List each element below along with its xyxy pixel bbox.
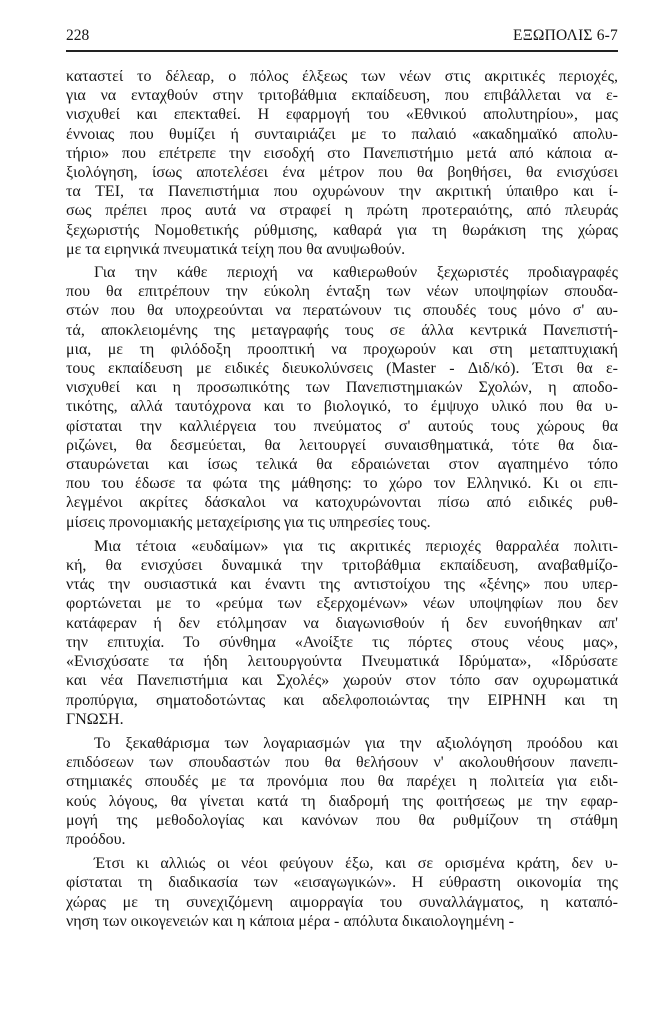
paragraph-2 [66,263,618,532]
text-line: τήριο» που επέτρεπε την εισοδχή στο Πανεπιστήμιο μετά από κάποια α- [66,144,618,162]
page-header [66,27,618,51]
text-line: στημιακές σπουδές με τα προνόμια που θα παρέχει η πολιτεία για ειδι- [66,773,618,791]
paragraph-1 [66,67,618,259]
page-number: 228 [66,27,90,44]
text-line: με τα ειρηνικά πνευματικά τείχη που θα ανυψωθούν. [66,240,406,258]
text-line: νισχυθεί και επεκταθεί. Η εφαρμογή του «Εθνικού απολυτηρίου», μας [66,106,618,124]
text-line: μίσεις προνομιακής μεταχείρισης για τις υπηρεσίες τους. [66,513,431,531]
text-line: την επιτυχία. Το σύνθημα «Ανοίξτε τις πόρτες στους νέους μας», [66,633,618,651]
text-line: Για την κάθε περιοχή να καθιερωθούν ξεχωριστές προδιαγραφές [94,264,618,282]
text-line: στών που θα υποχρεούνται να περατώνουν τις σπουδές τους μόνο σ' αυ- [66,302,618,320]
text-line: Μια τέτοια «ευδαίμων» για τις ακριτικές περιοχές θαρραλέα πολιτι- [94,537,618,555]
text-line: σταυρώνεται και ίσως τελικά θα εδραιώνεται στον αγαπημένο τόπο [66,456,618,474]
header-rule [66,50,618,52]
text-line: κούς λόγους, θα γίνεται κατά τη διαδρομή της φοιτήσεως με την εφαρ- [66,792,618,810]
body-text [66,67,618,931]
text-line: φίσταται τη διαδικασία των «εισαγωγικών». Η εύθραστη οικονομία της [66,874,618,892]
text-line: «Ενισχύσατε τα ήδη λειτουργούντα Πνευματικά Ιδρύματα», «Ιδρύσατε [66,653,618,671]
text-line: λεγμένοι ακρίτες δάσκαλοι να κατοχυρώνονται πίσω από ειδικές ρυθ- [66,494,618,512]
text-line: φορτώνεται με το «ρεύμα των εξερχομένων» νέων υποψηφίων που δεν [66,595,618,613]
text-line: σως πρέπει προς αυτά να στραφεί η πρώτη προτεραιότης, από πλευράς [66,202,618,220]
text-line: προπύργια, σηματοδοτώντας και αδελφοποιώντας την ΕΙΡΗΝΗ και τη [66,691,618,709]
text-line: νισχυθεί και η προσωπικότης των Πανεπιστημιακών Σχολών, η αποδο- [66,379,618,397]
text-line: που θα επιτρέπουν την εύκολη ένταξη των νέων υποψηφίων σπουδα- [66,283,618,301]
paragraph-5 [66,854,618,931]
text-line: μια, με τη φιλόδοξη προοπτική να προχωρούν και στη μεταπτυχιακή [66,340,618,358]
text-line: και νέα Πανεπιστήμια και Σχολές» χωρούν στον τόπο σαν οχυρωματικά [66,672,618,690]
text-line: κατάφεραν ή δεν ετόλμησαν να διαγωνισθούν ή δεν ευνοήθηκαν απ' [66,614,618,632]
text-line: για να ενταχθούν στην τριτοβάθμια εκπαίδευση, που επιβάλλεται να ε- [66,87,618,105]
text-line: ξεχωριστής Νομοθετικής ρύθμισης, καθαρά για τη θωράκιση της χώρας [66,221,618,239]
text-line: που του έδωσε τα φώτα της μάθησης: το χώρο τον Ελληνικό. Κι οι επι- [66,475,618,493]
text-line: τους εκπαίδευση με ειδικές διευκολύνσεις (Master - Διδ/κό). Έτσι θα ε- [66,360,618,378]
text-line: τικότης, αλλά ταυτόχρονα και το βιολογικό, το έμψυχο υλικό που θα υ- [66,398,618,416]
text-line: έννοιας που θυμίζει ή συνταιριάζει με το παλαιό «ακαδημαϊκό απολυ- [66,125,618,143]
text-line: φίσταται την καλλιέργεια του πνεύματος σ' αυτούς τους χώρους θα [66,417,618,435]
text-line: χώρας με τη συνεχιζόμενη αιμορραγία του συναλλάγματος, η καταπό- [66,893,618,911]
text-line: Το ξεκαθάρισμα των λογαριασμών για την αξιολόγηση προόδου και [94,734,618,752]
text-line: τα ΤΕΙ, τα Πανεπιστήμια που οχυρώνουν την ακριτική ύπαιθρο και ί- [66,183,618,201]
text-line: νηση των οικογενειών και η κάποια μέρα - απόλυτα δικαιολογημένη - [66,912,514,930]
text-line: κή, θα ενισχύσει δυναμικά την τριτοβάθμια εκπαίδευση, αναβαθμίζο- [66,557,618,575]
text-line: προόδου. [66,830,126,848]
running-title: ΕΞΩΠΟΛΙΣ 6-7 [513,27,618,44]
text-line: ξιολόγηση, ίσως αποτελέσει ένα μέτρον που θα βοηθήσει, θα ενισχύσει [66,164,618,182]
text-line: επιδόσεων των σπουδαστών που θα θελήσουν ν' ακολουθήσουν πανεπι- [66,754,618,772]
text-line: ριζώνει, θα δεσμεύεται, θα λειτουργεί συναισθηματικά, τότε θα δια- [66,436,618,454]
paragraph-3 [66,537,618,729]
text-line: Έτσι κι αλλιώς οι νέοι φεύγουν έξω, και σε ορισμένα κράτη, δεν υ- [94,855,618,873]
text-line: ΓΝΩΣΗ. [66,710,124,728]
text-line: μογή της μεθοδολογίας και κανόνων που θα ρυθμίζουν τη στάθμη [66,811,618,829]
text-line: τά, αποκλειομένης της μεταγραφής τους σε άλλα κεντρικά Πανεπιστή- [66,321,618,339]
paragraph-4 [66,734,618,849]
text-line: ντάς την ουσιαστικά και έναντι της αντιστοίχου της «ξένης» που υπερ- [66,576,618,594]
text-line: καταστεί το δέλεαρ, ο πόλος έλξεως των νέων στις ακριτικές περιοχές, [66,68,618,85]
